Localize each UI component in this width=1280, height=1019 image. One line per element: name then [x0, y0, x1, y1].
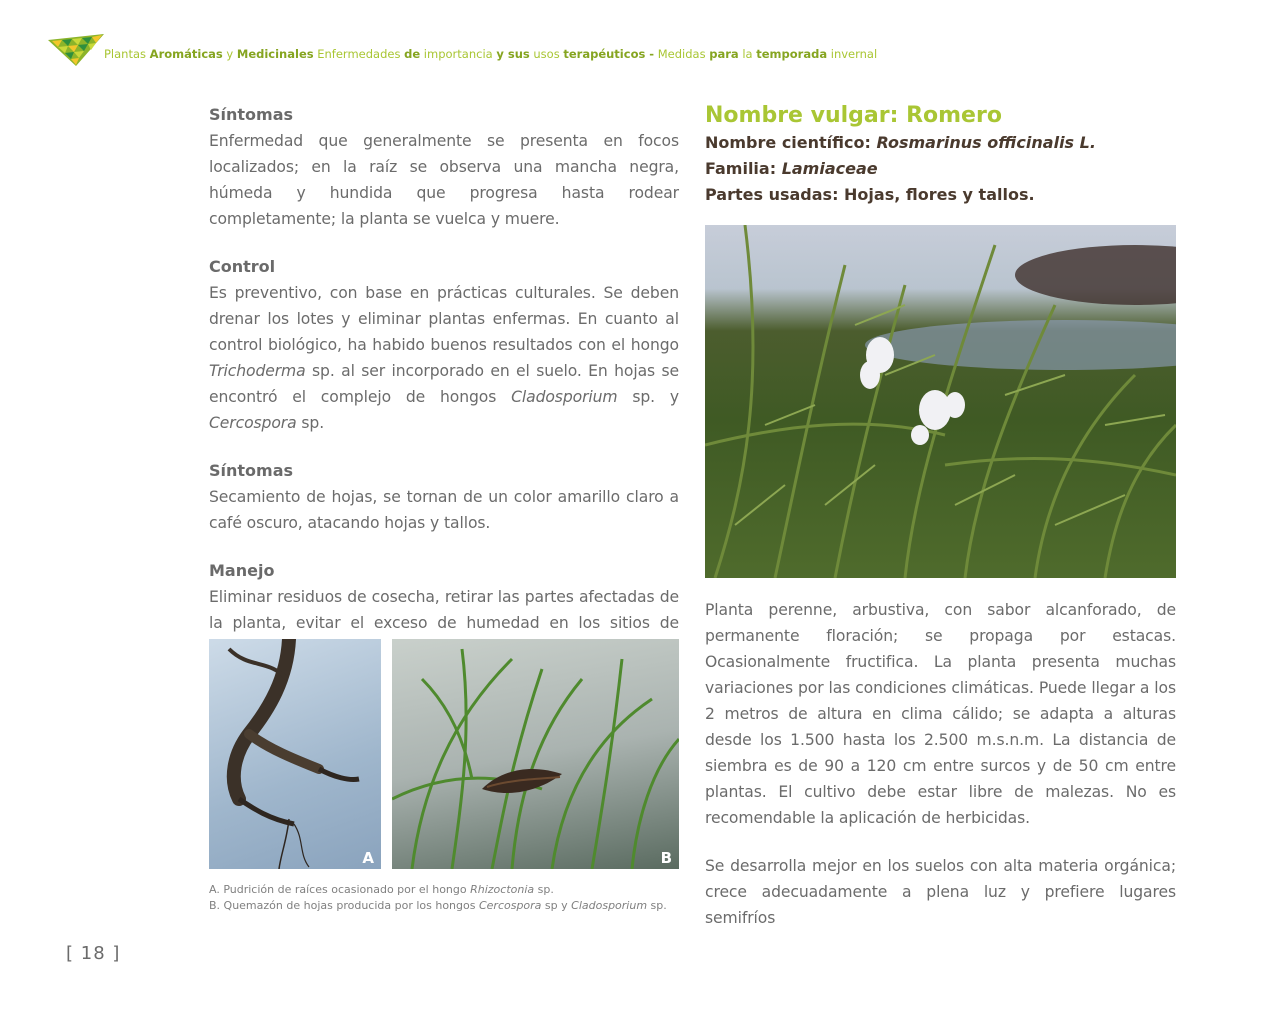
header-title-part: Aromáticas [149, 47, 223, 61]
photo-label-a: A [362, 849, 374, 867]
header-title-part: Enfermedades [313, 47, 405, 61]
header-title-part: para [709, 47, 739, 61]
photo-root-rot [209, 639, 381, 869]
plant-description [705, 597, 1176, 931]
header-title-part: y sus [496, 47, 530, 61]
parts-used: Partes usadas: Hojas, flores y tallos. [705, 185, 1035, 204]
header-title-part: Plantas [104, 47, 150, 61]
header-title-part: de [404, 47, 421, 61]
header-title-part: terapéuticos - [563, 47, 655, 61]
photo-caption: A. Pudrición de raíces ocasionado por el hongo Rhizoctonia sp. B. Quemazón de hojas producida por los hongos Cercospora sp y Cladosporium sp. [209, 883, 667, 912]
description-paragraph-2: Se desarrolla mejor en los suelos con alta materia orgánica; crece adecuadamente a plena luz y prefiere lugares semifríos [705, 857, 1176, 927]
left-column [209, 102, 679, 662]
header-title [104, 47, 877, 61]
scientific-name: Nombre científico: Rosmarinus officinalis L. [705, 133, 1096, 152]
header-title-part: temporada [756, 47, 828, 61]
header-title-part: y [222, 47, 237, 61]
photo-rosemary [705, 225, 1176, 578]
disease-photos [209, 639, 679, 869]
header-title-part: importancia [420, 47, 497, 61]
section-heading-control: Control [209, 257, 276, 276]
control-text: Es preventivo, con base en prácticas culturales. Se deben drenar los lotes y eliminar plantas enfermas. En cuanto al control biológico, ha habido buenos resultados con el hongo Trichoderma sp. al ser incorporado en el suelo. En hojas se encontró el complejo de hongos Cladosporium sp. y Cercospora sp. [209, 284, 679, 432]
description-paragraph-1: Planta perenne, arbustiva, con sabor alcanforado, de permanente floración; se propaga por estacas. Ocasionalmente fructifica. La planta presenta muchas variaciones por las condiciones climáticas. Puede llegar a los 2 metros de altura en clima cálido; se adapta a alturas desde los 1.500 hasta los 2.500 m.s.n.m. La distancia de siembra es de 90 a 120 cm entre surcos y de 50 cm entre plantas. El cultivo debe estar libre de malezas. No es recomendable la aplicación de herbicidas. [705, 601, 1176, 827]
header-title-part: Medicinales [236, 47, 314, 61]
photo-label-b: B [660, 849, 672, 867]
section-heading-sintomas-2: Síntomas [209, 461, 294, 480]
family-name: Familia: Lamiaceae [705, 159, 878, 178]
page-number: [ 18 ] [66, 943, 121, 964]
sintomas-1-text: Enfermedad que generalmente se presenta en focos localizados; en la raíz se observa una mancha negra, húmeda y hundida que progresa hasta rodear completamente; la planta se vuelca y muere. [209, 132, 679, 228]
manejo-text: Eliminar residuos de cosecha, retirar las partes afectadas de la planta, evitar el exceso de humedad en los sitios de [209, 588, 679, 632]
header-title-part: usos [529, 47, 564, 61]
section-heading-sintomas-1: Síntomas [209, 105, 294, 124]
right-column [705, 102, 1176, 208]
header-title-part: la [738, 47, 757, 61]
pyramid-logo-icon [48, 32, 106, 68]
page-header [48, 32, 948, 68]
plant-common-name: Nombre vulgar: Romero [705, 103, 1002, 128]
photo-leaf-blight [392, 639, 679, 869]
header-title-part: invernal [827, 47, 878, 61]
section-heading-manejo: Manejo [209, 561, 275, 580]
sintomas-2-text: Secamiento de hojas, se tornan de un color amarillo claro a café oscuro, atacando hojas y tallos. [209, 488, 679, 532]
header-title-part: Medidas [654, 47, 710, 61]
